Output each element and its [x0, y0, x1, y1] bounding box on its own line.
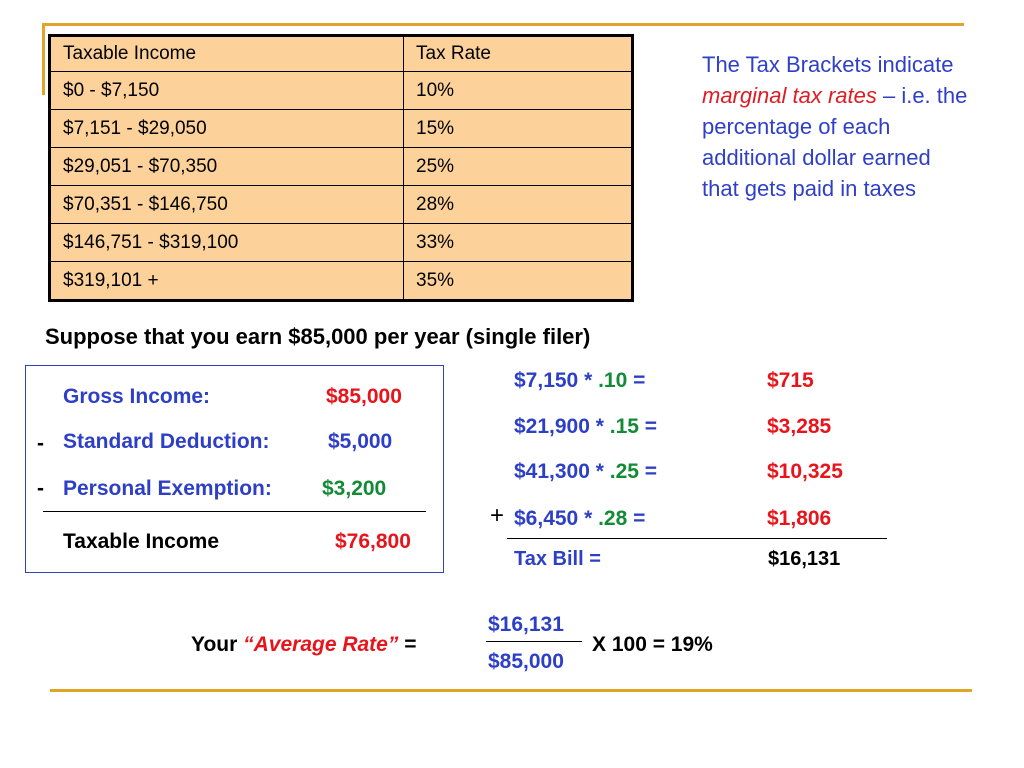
calc-amount: $21,900 *: [514, 415, 610, 438]
calc-row: [514, 460, 657, 484]
calc-divider: [507, 538, 887, 539]
bottom-rule: [50, 689, 972, 692]
average-prefix: Your: [191, 633, 244, 656]
table-header-row: [50, 36, 633, 72]
income-range-cell: $29,051 - $70,350: [50, 148, 404, 186]
calc-amount: $41,300 *: [514, 460, 610, 483]
tax-bill-label: Tax Bill =: [514, 548, 601, 570]
income-range-cell: $7,151 - $29,050: [50, 110, 404, 148]
note-emphasis: marginal tax rates: [702, 83, 877, 108]
calc-equals: =: [638, 460, 658, 483]
tax-bill-value: $16,131: [768, 548, 841, 570]
calc-rate: .15: [609, 415, 639, 438]
table-row: [50, 262, 633, 301]
table-row: [50, 148, 633, 186]
tax-bracket-table: [48, 34, 634, 302]
gross-income-label: Gross Income:: [63, 385, 211, 408]
calc-amount: $6,450 *: [514, 507, 599, 530]
income-divider: [43, 511, 426, 512]
minus-sign: -: [37, 477, 44, 500]
income-range-cell: $146,751 - $319,100: [50, 224, 404, 262]
calc-result: $715: [767, 369, 814, 392]
marginal-rate-note: [702, 49, 972, 204]
calc-row: [514, 507, 645, 531]
calc-result: $1,806: [767, 507, 832, 530]
income-range-cell: $0 - $7,150: [50, 72, 404, 110]
calc-equals: =: [627, 369, 646, 392]
gross-income-value: $85,000: [326, 385, 402, 408]
table-row: [50, 186, 633, 224]
header-tax-rate: Tax Rate: [404, 36, 633, 72]
calc-equals: =: [638, 415, 658, 438]
average-result: X 100 = 19%: [592, 633, 713, 656]
table-row: [50, 110, 633, 148]
personal-exemption-label: Personal Exemption:: [63, 477, 272, 500]
plus-sign: +: [490, 502, 505, 529]
average-equals: =: [398, 633, 417, 656]
left-rule: [42, 23, 45, 95]
minus-sign: -: [37, 432, 44, 455]
average-rate-label: [191, 633, 416, 657]
table-row: [50, 72, 633, 110]
header-taxable-income: Taxable Income: [50, 36, 404, 72]
calc-row: [514, 415, 657, 439]
calc-result: $10,325: [767, 460, 843, 483]
fraction-denominator: $85,000: [488, 650, 564, 673]
note-text-1: The Tax Brackets indicate: [702, 52, 954, 77]
personal-exemption-value: $3,200: [322, 477, 387, 500]
standard-deduction-label: Standard Deduction:: [63, 430, 270, 453]
table-row: [50, 224, 633, 262]
calc-rate: .10: [598, 369, 628, 392]
standard-deduction-value: $5,000: [328, 430, 393, 453]
top-rule: [42, 23, 964, 26]
fraction-bar: [486, 641, 582, 642]
taxable-income-value: $76,800: [335, 530, 411, 553]
average-rate-term: “Average Rate”: [243, 633, 399, 656]
rate-cell: 33%: [404, 224, 633, 262]
rate-cell: 35%: [404, 262, 633, 301]
calc-amount: $7,150 *: [514, 369, 599, 392]
scenario-heading: Suppose that you earn $85,000 per year (single filer): [45, 324, 591, 349]
note-text-2: – i.e. the percentage of each additional dollar earned that gets paid in taxes: [702, 83, 968, 201]
calc-row: [514, 369, 645, 393]
calc-rate: .28: [598, 507, 628, 530]
fraction-numerator: $16,131: [488, 613, 564, 636]
calc-rate: .25: [609, 460, 639, 483]
income-range-cell: $70,351 - $146,750: [50, 186, 404, 224]
taxable-income-label: Taxable Income: [63, 530, 220, 553]
calc-equals: =: [627, 507, 646, 530]
rate-cell: 28%: [404, 186, 633, 224]
rate-cell: 25%: [404, 148, 633, 186]
rate-cell: 15%: [404, 110, 633, 148]
rate-cell: 10%: [404, 72, 633, 110]
income-range-cell: $319,101 +: [50, 262, 404, 301]
calc-result: $3,285: [767, 415, 832, 438]
